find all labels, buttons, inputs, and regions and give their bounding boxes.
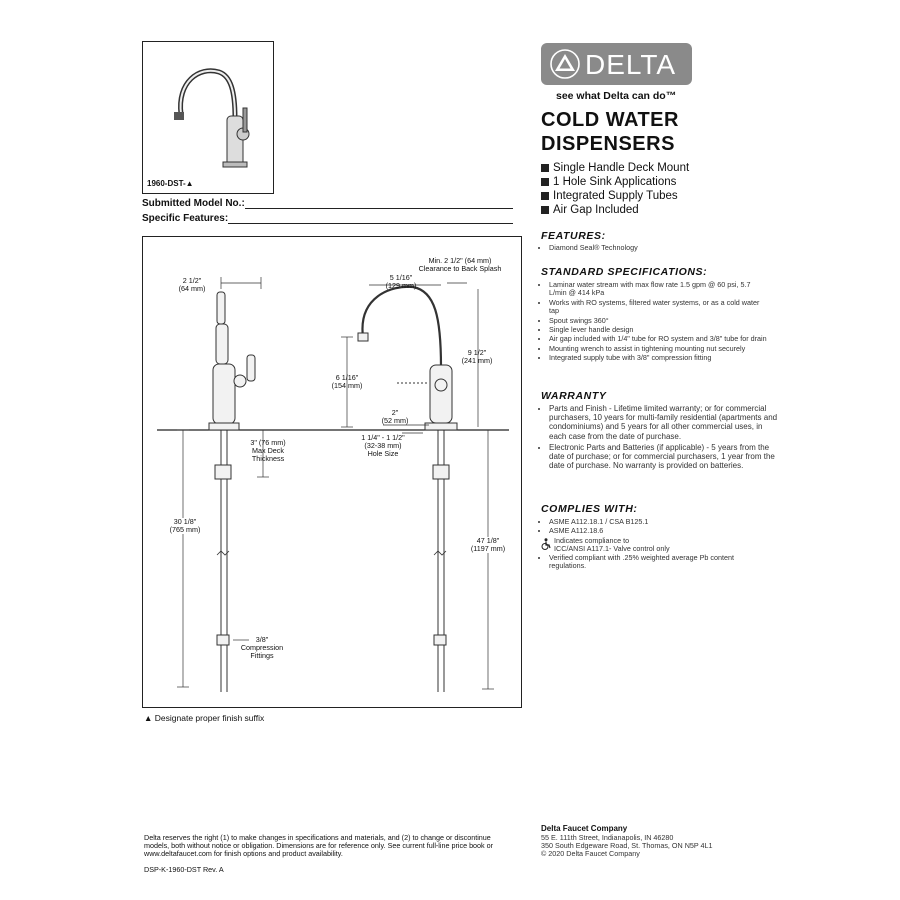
- page-title-line2: DISPENSERS: [541, 133, 675, 155]
- wheelchair-accessibility-icon: [541, 538, 551, 550]
- dim-compression-fittings: [235, 636, 289, 659]
- complies-item: • ASME A112.18.6: [549, 527, 769, 535]
- dim-text: Fittings: [250, 650, 274, 660]
- delta-triangle-icon: [549, 48, 581, 80]
- faucet-thumbnail-image: [143, 42, 273, 192]
- dimension-drawing: [143, 237, 523, 709]
- dim-text: 2": [391, 408, 399, 417]
- key-feature-text: Air Gap Included: [553, 204, 639, 216]
- dim-max-deck: [241, 439, 295, 462]
- key-feature-text: 1 Hole Sink Applications: [553, 176, 677, 188]
- lead-compliance-list: [541, 554, 749, 572]
- finish-note: ▲ Designate proper finish suffix: [144, 713, 265, 723]
- model-label: 1960-DST-▲: [147, 179, 194, 188]
- dim-clearance: [405, 257, 515, 273]
- page-title-line1: COLD WATER: [541, 109, 679, 131]
- warranty-list: [541, 404, 781, 470]
- dim-text: 3" (76 mm): [250, 438, 286, 447]
- dim-text: Max Deck: [252, 445, 284, 455]
- key-feature-item: [541, 161, 689, 175]
- submitted-model-line: [245, 208, 513, 209]
- disclaimer-text: Delta reserves the right (1) to make changes in specifications and materials, and (2) to change or discontinue models, both without notice or obligation. Dimensions are for reference only. See current full-line price book or www.deltafaucet.com for finish options and product availability.: [144, 833, 494, 858]
- dim-text: 9 1/2": [467, 348, 487, 357]
- ada-text-2: ICC/ANSI A117.1- Valve control only: [554, 544, 670, 553]
- dimension-drawing-box: [142, 236, 522, 708]
- standard-specs-list: [541, 281, 767, 364]
- complies-item: • Verified compliant with .25% weighted average Pb content regulations.: [549, 554, 749, 571]
- dim-text: (32-38 mm): [364, 440, 402, 450]
- dim-text: Compression: [240, 642, 284, 652]
- warranty-heading: WARRANTY: [541, 390, 607, 402]
- dim-text: 1 1/4" - 1 1/2": [361, 433, 405, 442]
- dim-6-1-16-inch: [327, 374, 367, 390]
- spec-item: • Single lever handle design: [549, 326, 767, 334]
- document-code: DSP-K-1960-DST Rev. A: [144, 865, 224, 874]
- dim-text: Clearance to Back Splash: [418, 263, 502, 273]
- dim-text: (52 mm): [381, 415, 409, 425]
- dim-text: Min. 2 1/2" (64 mm): [428, 256, 492, 265]
- dim-2-1-2-inch: [177, 277, 207, 293]
- dim-text: 3/8": [255, 635, 269, 644]
- dim-5-1-16-inch: [381, 274, 421, 290]
- company-address-2: 350 South Edgeware Road, St. Thomas, ON N5P 4L1: [541, 841, 713, 850]
- dim-text: (64 mm): [178, 283, 206, 293]
- dim-9-1-2-inch: [457, 349, 497, 365]
- dim-text: (241 mm): [461, 355, 493, 365]
- spec-item: • Spout swings 360°: [549, 317, 767, 325]
- ada-text-1: Indicates compliance to: [554, 536, 630, 545]
- dim-47-1-8-inch: [465, 537, 511, 553]
- complies-list: [541, 518, 769, 537]
- dim-30-1-8-inch: [165, 518, 205, 534]
- warranty-item: • Parts and Finish - Lifetime limited warranty; or for commercial purchasers, 10 years for multi-family residential (apartments and condominiums) and 5 years for all other commercial uses, in each case from the date of purchase.: [549, 404, 781, 441]
- dim-text: 30 1/8": [173, 517, 197, 526]
- complies-heading: COMPLIES WITH:: [541, 503, 638, 515]
- key-feature-item: [541, 175, 689, 189]
- product-thumbnail-box: [142, 41, 274, 194]
- dim-text: 6 1/16": [335, 373, 359, 382]
- spec-item: • Air gap included with 1/4" tube for RO system and 3/8" tube for drain: [549, 335, 767, 343]
- specific-features-line: [228, 223, 513, 224]
- dim-text: (154 mm): [331, 380, 363, 390]
- spec-item: • Laminar water stream with max flow rate 1.5 gpm @ 60 psi, 5.7 L/min @ 414 kPa: [549, 281, 767, 298]
- brand-tagline: see what Delta can do™: [556, 90, 677, 102]
- company-address-1: 55 E. 111th Street, Indianapolis, IN 46280: [541, 833, 674, 842]
- spec-item: • Integrated supply tube with 3/8" compression fitting: [549, 354, 767, 362]
- key-feature-text: Integrated Supply Tubes: [553, 190, 678, 202]
- dim-text: Hole Size: [367, 448, 399, 458]
- dim-text: Thickness: [251, 453, 285, 463]
- delta-logo: [541, 43, 692, 85]
- brand-wordmark: DELTA: [585, 49, 677, 80]
- features-item: • Diamond Seal® Technology: [549, 244, 769, 252]
- warranty-item: • Electronic Parts and Batteries (if applicable) - 5 years from the date of purchase; or for commercial purchasers, 1 year from the date of purchase. No warranty is provided on batteries.: [549, 443, 781, 471]
- features-heading: FEATURES:: [541, 230, 606, 242]
- submitted-model-label: Submitted Model No.:: [142, 198, 245, 209]
- key-feature-item: [541, 189, 689, 203]
- key-feature-text: Single Handle Deck Mount: [553, 162, 690, 174]
- dim-text: (1197 mm): [470, 543, 506, 553]
- dim-text: 5 1/16": [389, 273, 413, 282]
- spec-item: • Works with RO systems, filtered water systems, or as a cold water tap: [549, 299, 767, 316]
- specific-features-label: Specific Features:: [142, 213, 229, 224]
- dim-text: 47 1/8": [476, 536, 500, 545]
- dim-text: (129 mm): [385, 280, 417, 290]
- key-feature-item: [541, 203, 689, 217]
- spec-item: • Mounting wrench to assist in tightening mounting nut securely: [549, 345, 767, 353]
- copyright: © 2020 Delta Faucet Company: [541, 849, 640, 858]
- company-name: Delta Faucet Company: [541, 824, 628, 833]
- features-list: [541, 244, 769, 253]
- dim-text: (765 mm): [169, 524, 201, 534]
- complies-item: • ASME A112.18.1 / CSA B125.1: [549, 518, 769, 526]
- dim-hole-size: [351, 434, 415, 457]
- key-features-list: [541, 161, 689, 217]
- dim-2-inch: [375, 409, 415, 425]
- dim-text: 2 1/2": [182, 276, 202, 285]
- standard-specs-heading: STANDARD SPECIFICATIONS:: [541, 266, 708, 278]
